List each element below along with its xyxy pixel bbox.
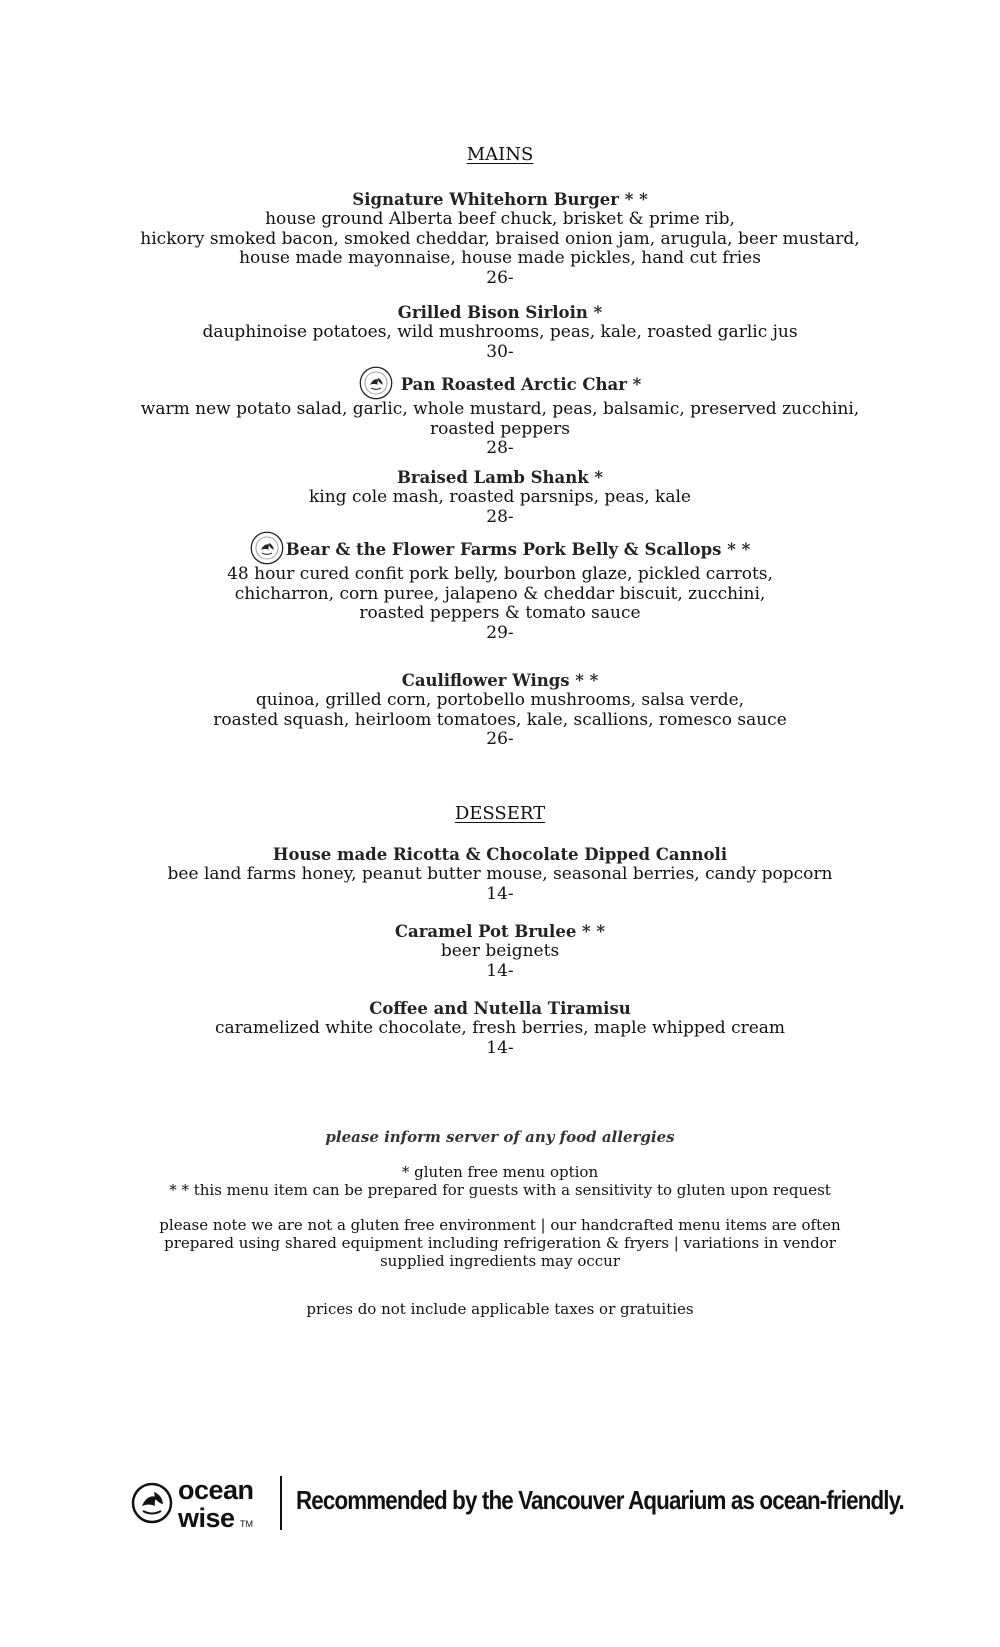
item-name: Cauliflower Wings * * <box>401 671 599 690</box>
menu-item-cannoli <box>0 845 1000 904</box>
ocean-wise-badge-icon <box>250 531 284 565</box>
menu-item-tiramisu <box>0 999 1000 1058</box>
menu-item-arctic-char <box>0 366 1000 459</box>
item-name-row <box>0 366 1000 400</box>
item-price: 28- <box>486 506 514 527</box>
environment-note-line: supplied ingredients may occur <box>379 1252 620 1270</box>
menu-item-pot-brulee <box>0 922 1000 981</box>
item-desc: house made mayonnaise, house made pickles, hand cut fries <box>239 248 761 268</box>
item-desc: caramelized white chocolate, fresh berries, maple whipped cream <box>214 1018 786 1038</box>
item-price: 14- <box>486 960 514 981</box>
svg-text:TM: TM <box>240 1519 253 1529</box>
item-desc: chicharron, corn puree, jalapeno & cheddar biscuit, zucchini, <box>234 583 766 604</box>
item-desc: roasted peppers <box>429 418 571 439</box>
menu-item-bison-sirloin <box>0 303 1000 362</box>
taxes-note: prices do not include applicable taxes or gratuities <box>306 1300 694 1318</box>
item-name: House made Ricotta & Chocolate Dipped Cannoli <box>272 845 728 864</box>
item-desc: hickory smoked bacon, smoked cheddar, braised onion jam, arugula, beer mustard, <box>140 228 860 249</box>
menu-item-cauliflower-wings <box>0 671 1000 750</box>
item-price: 14- <box>486 1037 514 1058</box>
item-desc: roasted peppers & tomato sauce <box>359 603 641 623</box>
menu-item-lamb-shank <box>0 468 1000 527</box>
item-desc: bee land farms honey, peanut butter mouse, seasonal berries, candy popcorn <box>167 864 833 884</box>
item-desc: beer beignets <box>440 941 560 961</box>
ocean-wise-footer <box>130 1472 910 1534</box>
allergy-note: please inform server of any food allergies <box>325 1128 675 1146</box>
item-desc: quinoa, grilled corn, portobello mushrooms, salsa verde, <box>255 690 745 710</box>
item-name: Pan Roasted Arctic Char * <box>400 375 642 394</box>
environment-note <box>0 1216 1000 1270</box>
environment-note-line: please note we are not a gluten free environment | our handcrafted menu items are often <box>159 1216 841 1234</box>
item-desc: warm new potato salad, garlic, whole mustard, peas, balsamic, preserved zucchini, <box>140 399 860 419</box>
item-price: 30- <box>486 341 514 362</box>
item-name-row <box>0 531 1000 565</box>
item-name: Bear & the Flower Farms Pork Belly & Scallops * * <box>285 540 751 559</box>
item-name: Grilled Bison Sirloin * <box>397 303 603 322</box>
dessert-heading: DESSERT <box>454 803 546 824</box>
gluten-sensitivity-note: * * this menu item can be prepared for guests with a sensitivity to gluten upon request <box>169 1181 831 1199</box>
footer-divider <box>280 1476 282 1530</box>
item-name: Coffee and Nutella Tiramisu <box>369 999 631 1018</box>
item-price: 29- <box>486 622 514 643</box>
item-desc: house ground Alberta beef chuck, brisket & prime rib, <box>265 209 735 229</box>
ocean-wise-badge-icon <box>359 366 393 400</box>
gluten-free-note: * gluten free menu option <box>401 1163 599 1181</box>
item-name: Braised Lamb Shank * <box>396 468 604 487</box>
item-desc: roasted squash, heirloom tomatoes, kale, scallions, romesco sauce <box>213 709 787 730</box>
item-price: 28- <box>486 438 514 458</box>
item-price: 26- <box>486 729 514 749</box>
svg-text:wise: wise <box>178 1503 235 1533</box>
item-desc: 48 hour cured confit pork belly, bourbon glaze, pickled carrots, <box>227 564 773 584</box>
item-desc: king cole mash, roasted parsnips, peas, kale <box>309 487 691 507</box>
item-name: Caramel Pot Brulee * * <box>394 922 606 941</box>
item-name: Signature Whitehorn Burger * * <box>352 190 648 209</box>
environment-note-line: prepared using shared equipment including refrigeration & fryers | variations in vendor <box>164 1234 836 1252</box>
footer-tagline: Recommended by the Vancouver Aquarium as ocean-friendly. <box>296 1485 904 1515</box>
menu-item-pork-belly-scallops <box>0 531 1000 643</box>
svg-text:ocean: ocean <box>178 1475 254 1505</box>
mains-heading: MAINS <box>466 144 534 165</box>
item-price: 14- <box>486 883 514 904</box>
item-price: 26- <box>486 267 514 288</box>
item-desc: dauphinoise potatoes, wild mushrooms, peas, kale, roasted garlic jus <box>202 322 798 342</box>
menu-item-whitehorn-burger <box>0 190 1000 288</box>
ocean-wise-logo-icon <box>130 1472 270 1534</box>
